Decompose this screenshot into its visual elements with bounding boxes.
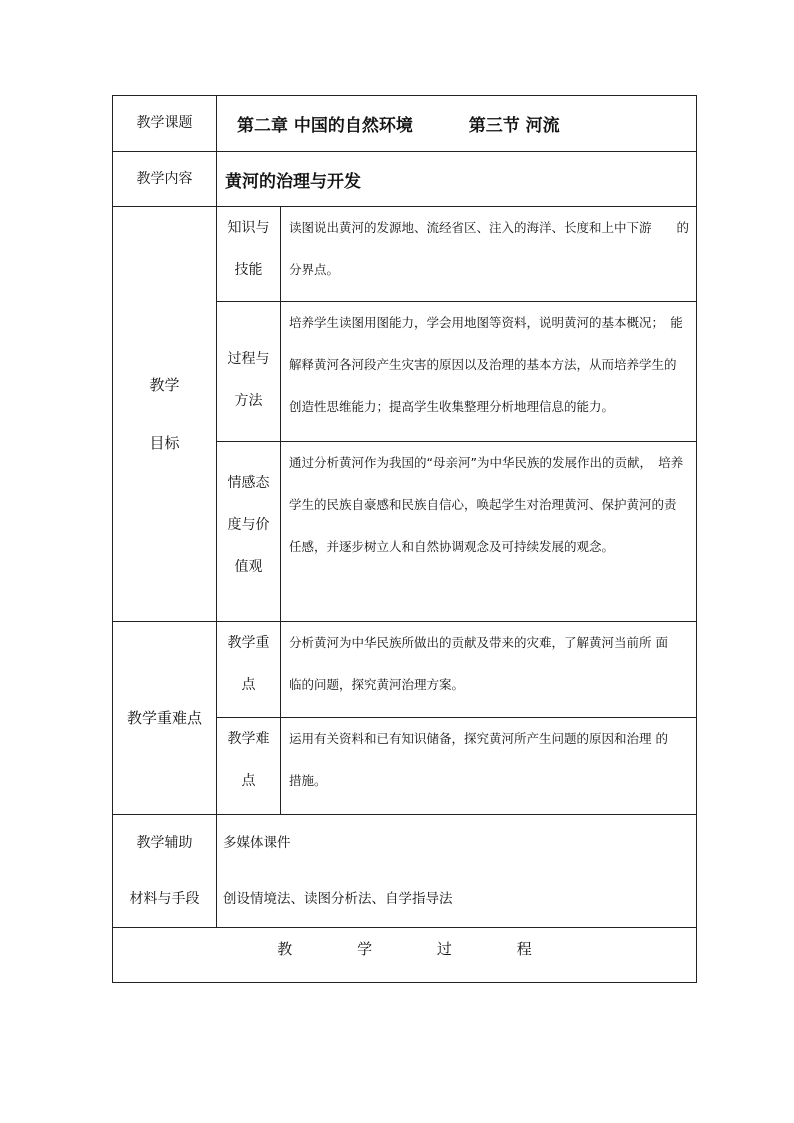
aids-row [113, 815, 697, 928]
aids-label-line2: 材料与手段 [129, 891, 200, 907]
aids-label-line1: 教学辅助 [136, 835, 193, 851]
process-header-row [113, 928, 697, 983]
process-label [217, 302, 281, 442]
emotion-label [217, 442, 281, 622]
topic-label: 教学课题 [113, 96, 217, 152]
process-text-line2: 解释黄河各河段产生灾害的原因以及治理的基本方法，从而培养学生的 [289, 357, 677, 372]
emotion-label-line3: 值观 [234, 559, 263, 575]
content-row [113, 152, 697, 207]
difficulty-text-line2: 措施。 [289, 773, 327, 788]
objectives-label-line1: 教学 [149, 376, 180, 394]
emotion-label-line1: 情感态 [227, 475, 270, 491]
focus-text-line1: 分析黄河为中华民族所做出的贡献及带来的灾难，了解黄河当前所 面 [289, 635, 668, 650]
topic-row [113, 96, 697, 152]
topic-title [217, 96, 697, 152]
emotion-text-line2: 学生的民族自豪感和民族自信心，唤起学生对治理黄河、保护黄河的责 [289, 497, 677, 512]
focus-label-line2: 点 [241, 677, 256, 693]
objectives-label-line2: 目标 [149, 434, 180, 452]
knowledge-label [217, 207, 281, 302]
content-value: 黄河的治理与开发 [217, 152, 697, 207]
process-label-line1: 过程与 [227, 351, 270, 367]
process-text [281, 302, 697, 442]
process-char-1: 教 [277, 940, 293, 958]
lesson-plan-table [112, 95, 697, 983]
knowledge-text-line1: 读图说出黄河的发源地、流经省区、注入的海洋、长度和上中下游 的 [289, 220, 690, 235]
emotion-text [281, 442, 697, 622]
emotion-text-line3: 任感，并逐步树立人和自然协调观念及可持续发展的观念。 [289, 539, 615, 554]
keypoints-label: 教学重难点 [113, 622, 217, 815]
process-label-line2: 方法 [234, 393, 263, 409]
knowledge-text [281, 207, 697, 302]
aids-label [113, 815, 217, 928]
aids-materials: 多媒体课件 [223, 835, 291, 851]
emotion-text-line1: 通过分析黄河作为我国的“母亲河”为中华民族的发展作出的贡献， 培养 [289, 455, 684, 470]
process-text-line3: 创造性思维能力；提高学生收集整理分析地理信息的能力。 [289, 399, 615, 414]
difficulty-label-line1: 教学难 [227, 731, 270, 747]
process-char-2: 学 [357, 940, 373, 958]
aids-content [217, 815, 697, 928]
process-char-4: 程 [516, 940, 532, 958]
focus-label [217, 622, 281, 718]
focus-label-line1: 教学重 [227, 635, 270, 651]
objective-knowledge-row [113, 207, 697, 302]
knowledge-label-line1: 知识与 [227, 220, 270, 236]
process-text-line1: 培养学生读图用图能力，学会用地图等资料，说明黄河的基本概况； 能 [289, 315, 683, 330]
difficulty-text-line1: 运用有关资料和已有知识储备，探究黄河所产生问题的原因和治理 的 [289, 731, 668, 746]
difficulty-text [281, 718, 697, 815]
objectives-label [113, 207, 217, 622]
focus-text [281, 622, 697, 718]
difficulty-label [217, 718, 281, 815]
chapter-title: 第二章 中国的自然环境 [237, 116, 413, 136]
focus-row [113, 622, 697, 718]
knowledge-text-line2: 分界点。 [289, 262, 340, 277]
difficulty-label-line2: 点 [241, 773, 256, 789]
emotion-label-line2: 度与价 [227, 517, 270, 533]
knowledge-label-line2: 技能 [234, 262, 263, 278]
process-char-3: 过 [436, 940, 452, 958]
process-header [113, 928, 697, 983]
section-title: 第三节 河流 [468, 116, 560, 136]
focus-text-line2: 临的问题，探究黄河治理方案。 [289, 677, 465, 692]
aids-methods: 创设情境法、读图分析法、自学指导法 [223, 891, 453, 907]
content-label: 教学内容 [113, 152, 217, 207]
